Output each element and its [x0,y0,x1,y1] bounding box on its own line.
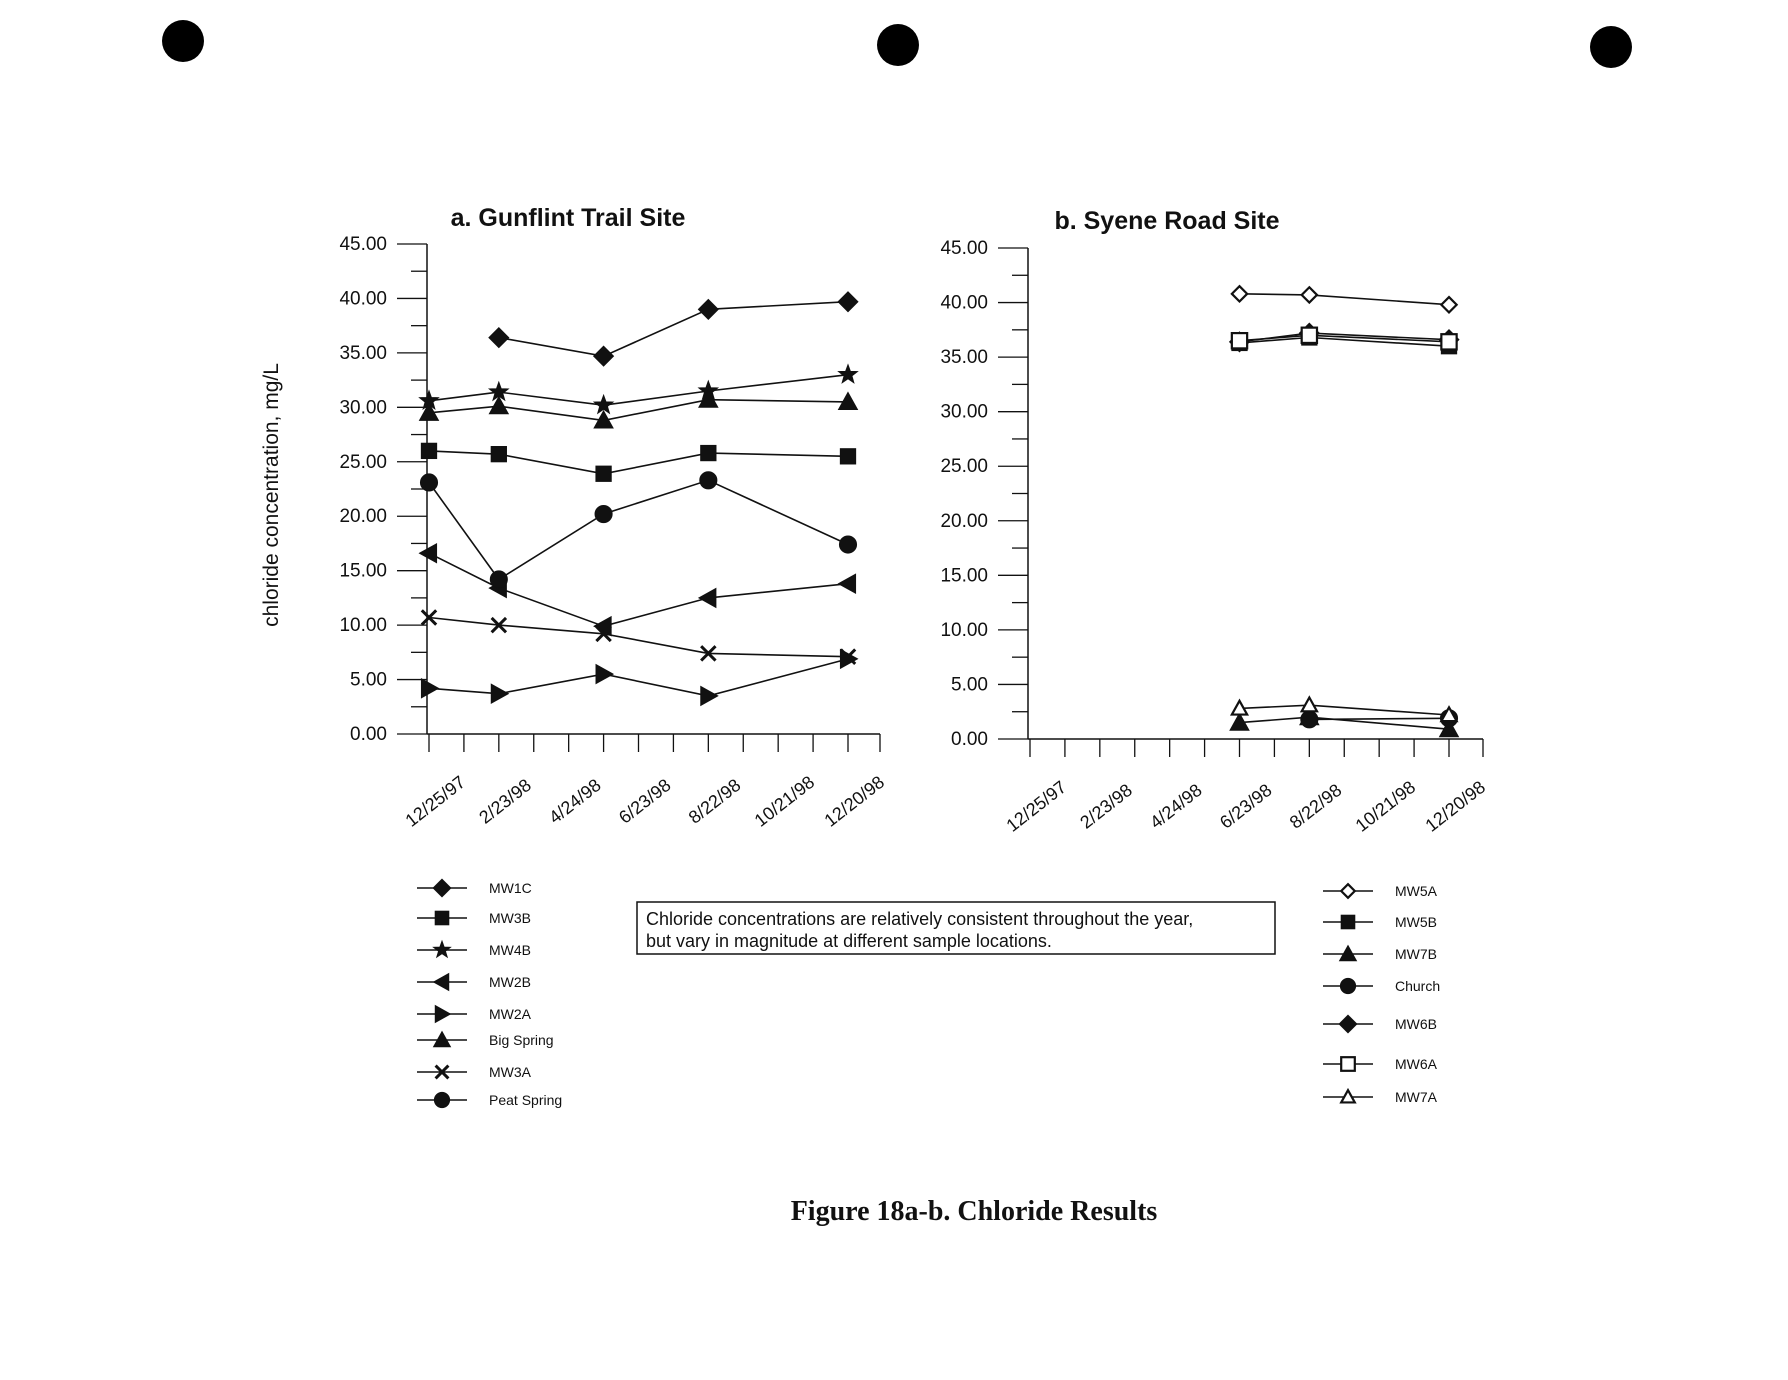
data-point-mw2b [839,574,856,593]
chart-syene-road [940,207,1489,1105]
y-tick-label: 40.00 [339,288,387,310]
x-tick-label: 8/22/98 [1285,779,1346,833]
data-point-mw2a [421,679,438,698]
annotation-box [637,902,1275,954]
data-point-mw3b [491,447,506,462]
legend-entry-mw6a [1323,1056,1438,1072]
data-point-mw7a [1302,698,1317,712]
data-point-peat-spring [490,571,507,588]
data-point-big-spring [839,392,858,409]
annotation-line-2: but vary in magnitude at different sample locations. [646,931,1052,951]
data-point-mw2a [596,665,613,684]
series-mw1c [489,292,858,366]
legend-marker-mw4b [434,941,451,957]
data-point-mw1c [489,328,509,348]
y-tick-label: 35.00 [339,342,387,364]
x-tick-label: 12/25/97 [1002,776,1071,836]
chart-title: a. Gunflint Trail Site [450,204,686,232]
data-point-mw2b [699,588,716,607]
data-point-mw2a [701,686,718,705]
series-line-mw7a [1240,705,1450,715]
legend-label: MW6A [1395,1056,1437,1072]
legend-marker-mw3b [435,911,449,925]
y-axis-label: chloride concentration, mg/L [260,363,283,627]
series-line-mw5a [1240,294,1450,305]
x-tick-label: 6/23/98 [1215,779,1276,833]
legend-label: MW4B [489,942,531,958]
series-mw2a [421,649,857,705]
series-line-peat-spring [429,480,848,579]
data-point-mw5a [1302,287,1317,302]
legend-marker-mw5b [1341,915,1355,929]
chart-title: b. Syene Road Site [1054,207,1280,235]
data-point-mw3b [840,449,855,464]
series-peat-spring [420,472,856,588]
y-tick-label: 15.00 [339,560,387,582]
y-tick-label: 40.00 [940,292,988,314]
data-point-mw3b [596,466,611,481]
y-tick-label: 0.00 [951,729,988,750]
y-tick-label: 30.00 [940,401,988,423]
y-tick-label: 15.00 [940,565,988,587]
punch-hole-left [162,20,204,62]
x-tick-label: 6/23/98 [614,774,675,828]
legend-entry-mw5b [1323,914,1437,930]
series-line-mw3a [429,618,848,657]
legend-entry-mw7b [1323,946,1437,962]
series-line-church [1309,718,1449,719]
data-point-church [1301,711,1318,728]
y-tick-label: 5.00 [350,669,387,691]
data-point-big-spring [489,397,508,414]
series-mw5a [1232,286,1457,312]
series-mw5b [1232,330,1457,354]
y-tick-label: 20.00 [940,510,988,532]
data-point-mw2b [420,544,437,563]
series-mw3a [422,610,855,664]
legend-entry-peat-spring [417,1092,562,1108]
data-point-mw4b [839,365,858,383]
data-point-big-spring [699,390,718,407]
series-church [1301,710,1458,728]
series-mw2b [420,544,856,636]
data-point-mw6a [1302,328,1317,343]
legend-marker-mw6a [1341,1057,1355,1071]
legend-entry-mw4b [417,941,531,958]
legend-label: MW2A [489,1006,531,1022]
legend-label: MW6B [1395,1016,1437,1032]
data-point-mw1c [838,292,858,312]
y-tick-label: 25.00 [339,451,387,473]
x-tick-label: 2/23/98 [475,774,535,828]
data-point-mw2a [491,684,508,703]
y-tick-label: 30.00 [339,397,387,419]
data-point-mw3b [701,445,716,460]
series-line-mw1c [499,302,848,357]
data-point-peat-spring [595,505,612,522]
legend-entry-mw5a [1323,883,1438,899]
x-tick-label: 8/22/98 [684,774,745,828]
legend-entry-mw2b [417,974,531,991]
legend-label: MW7A [1395,1089,1437,1105]
x-tick-label: 4/24/98 [1146,779,1206,833]
x-tick-label: 10/21/98 [750,771,819,831]
data-point-mw5a [1232,286,1247,301]
legend-marker-mw5a [1341,884,1355,898]
figure-caption: Figure 18a-b. Chloride Results [790,1196,1158,1227]
y-tick-label: 35.00 [940,347,988,369]
data-point-peat-spring [420,474,437,491]
y-tick-label: 20.00 [339,506,387,528]
data-point-mw3b [421,443,436,458]
legend-label: MW3B [489,910,531,926]
annotation-line-1: Chloride concentrations are relatively consistent throughout the year, [646,909,1194,929]
y-tick-label: 0.00 [350,724,387,745]
x-tick-label: 10/21/98 [1351,776,1420,836]
legend-entry-mw3b [417,910,531,926]
y-tick-label: 25.00 [940,456,988,478]
data-point-mw6a [1441,334,1456,349]
data-point-peat-spring [700,472,717,489]
series-mw7a [1232,698,1457,722]
data-point-peat-spring [839,536,856,553]
series-big-spring [420,390,858,428]
legend-entry-mw1c [417,879,532,897]
y-tick-label: 10.00 [339,615,387,637]
legend-label: Big Spring [489,1032,554,1048]
legend-marker-mw6b [1339,1015,1357,1033]
y-tick-label: 10.00 [940,619,988,641]
legend-entry-mw2a [417,1006,532,1023]
data-point-mw1c [698,299,718,319]
legend-label: Church [1395,978,1441,994]
series-mw3b [421,443,855,481]
y-tick-label: 5.00 [951,674,988,696]
legend-label: MW5A [1395,883,1437,899]
legend-marker-mw1c [433,879,451,897]
data-point-mw6a [1232,333,1247,348]
legend-marker-church [1340,978,1355,993]
legend-marker-peat-spring [434,1092,449,1107]
data-point-mw5a [1441,297,1456,312]
data-point-mw1c [594,346,614,366]
legend-entry-mw7a [1323,1089,1438,1105]
legend-entry-big-spring [417,1032,554,1048]
legend-entry-mw6b [1323,1015,1437,1033]
legend-label: MW3A [489,1064,531,1080]
legend-marker-mw7b [1340,946,1357,961]
punch-hole-center [877,24,919,66]
legend-label: MW1C [489,880,532,896]
legend-entry-church [1323,978,1440,994]
legend-label: MW2B [489,974,531,990]
x-tick-label: 4/24/98 [545,774,605,828]
legend-marker-big-spring [434,1032,451,1047]
legend-marker-mw2a [435,1006,450,1023]
x-tick-label: 12/20/98 [820,771,889,831]
series-mw7b [1230,708,1458,737]
legend-label: MW7B [1395,946,1437,962]
chart-gunflint-trail [339,204,888,1108]
y-tick-label: 45.00 [339,234,387,255]
punch-hole-right [1590,26,1632,68]
legend-entry-mw3a [417,1064,532,1080]
legend-label: MW5B [1395,914,1437,930]
x-tick-label: 12/25/97 [401,771,470,831]
legend-label: Peat Spring [489,1092,563,1108]
legend-marker-mw2b [434,974,449,991]
y-tick-label: 45.00 [940,238,988,259]
x-tick-label: 12/20/98 [1421,776,1490,836]
x-tick-label: 2/23/98 [1076,779,1136,833]
series-mw4b [420,365,858,413]
